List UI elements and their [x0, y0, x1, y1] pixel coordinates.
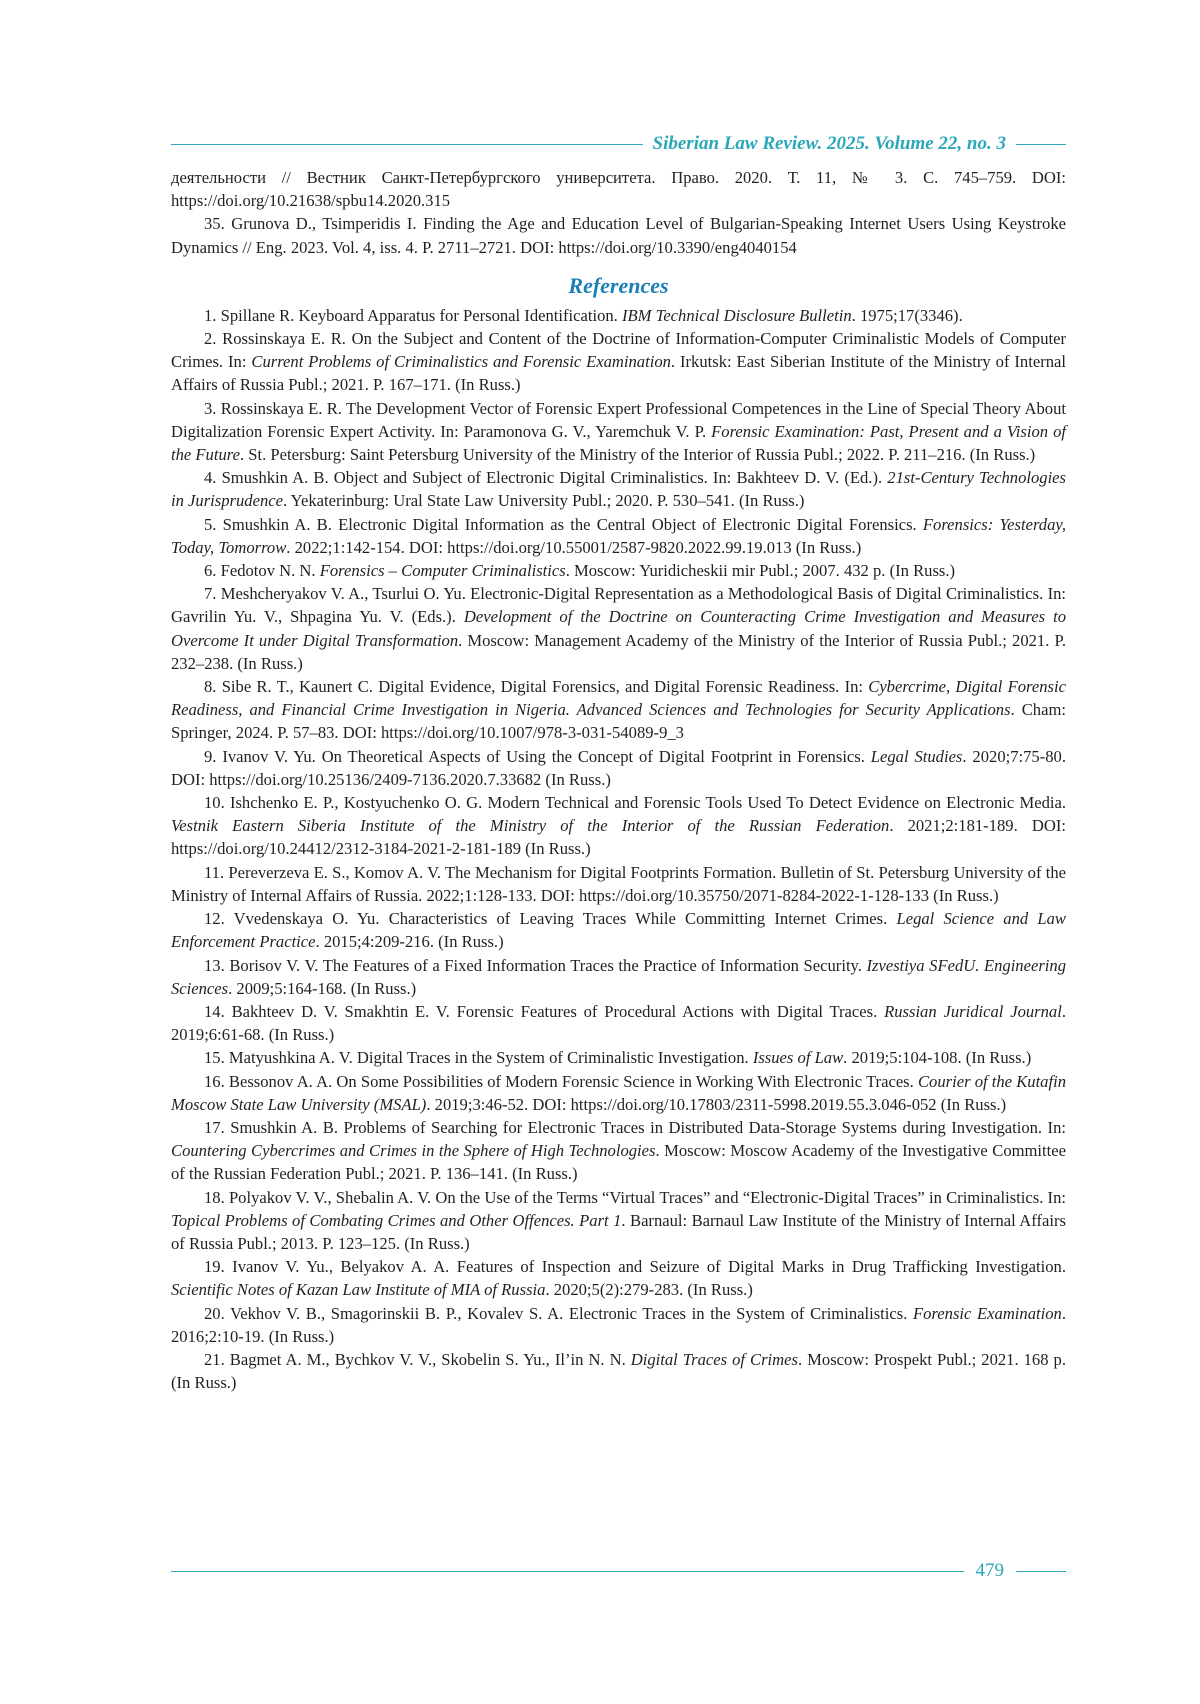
reference-item-35: 35. Grunova D., Tsimperidis I. Finding the Age and Education Level of Bulgarian-Speaking Internet Users Using Keystroke Dynamics // Eng. 2023. Vol. 4, iss. 4. P. 2711–2721. DOI: https://doi.org/10.3390/eng4040154 — [171, 212, 1066, 258]
reference-item — [171, 1116, 1066, 1186]
reference-item — [171, 513, 1066, 559]
reference-text-part: . 1975;17(3346). — [852, 306, 963, 325]
reference-text-part: . Irkutsk: East Siberian Institute of the Ministry of Internal Affairs of Russia Publ.; 2021. P. 167–171. (In Russ.) — [171, 352, 1066, 394]
reference-source-title: Forensics: Yesterday, Today, Tomorrow — [171, 515, 1066, 557]
reference-text-part: 6. Fedotov N. N. — [204, 561, 320, 580]
reference-text-part: . St. Petersburg: Saint Petersburg University of the Ministry of the Interior of Russia Publ.; 2022. P. 211–216. (In Russ.) — [240, 445, 1035, 464]
reference-item — [171, 1000, 1066, 1046]
reference-source-title: IBM Technical Disclosure Bulletin — [622, 306, 852, 325]
reference-text-part: 9. Ivanov V. Yu. On Theoretical Aspects of Using the Concept of Digital Footprint in Forensics. — [204, 747, 871, 766]
reference-item — [171, 954, 1066, 1000]
reference-text-part: . 2021;2:181-189. DOI: https://doi.org/10.24412/2312-3184-2021-2-181-189 (In Russ.) — [171, 816, 1066, 858]
header-rule-left — [171, 144, 643, 145]
reference-item — [171, 907, 1066, 953]
reference-source-title: Topical Problems of Combating Crimes and Other Offences. Part 1 — [171, 1211, 621, 1230]
reference-text-part: 20. Vekhov V. B., Smagorinskii B. P., Kovalev S. A. Electronic Traces in the System of Criminalistics. — [204, 1304, 913, 1323]
reference-text-part: . Barnaul: Barnaul Law Institute of the Ministry of Internal Affairs of Russia Publ.; 2013. P. 123–125. (In Russ.) — [171, 1211, 1066, 1253]
reference-text-part: . 2019;6:61-68. (In Russ.) — [171, 1002, 1066, 1044]
reference-text-part: . Moscow: Moscow Academy of the Investigative Committee of the Russian Federation Publ.; 2021. P. 136–141. (In Russ.) — [171, 1141, 1066, 1183]
reference-source-title: Legal Studies — [871, 747, 963, 766]
reference-source-title: Forensics – Computer Criminalistics — [320, 561, 566, 580]
reference-source-title: Russian Juridical Journal — [884, 1002, 1062, 1021]
reference-item — [171, 582, 1066, 675]
reference-text-part: 5. Smushkin A. B. Electronic Digital Information as the Central Object of Electronic Digital Forensics. — [204, 515, 923, 534]
reference-source-title: Forensic Examination: Past, Present and a Vision of the Future — [171, 422, 1066, 464]
reference-text-part: 12. Vvedenskaya O. Yu. Characteristics of Leaving Traces While Committing Internet Crimes. — [204, 909, 896, 928]
reference-text-part: 2. Rossinskaya E. R. On the Subject and Content of the Doctrine of Information-Computer Criminalistic Models of Computer Crimes. In: — [171, 329, 1066, 371]
reference-text-part: 14. Bakhteev D. V. Smakhtin E. V. Forensic Features of Procedural Actions with Digital Traces. — [204, 1002, 884, 1021]
reference-text-part: 16. Bessonov A. A. On Some Possibilities of Modern Forensic Science in Working With Electronic Traces. — [204, 1072, 918, 1091]
reference-text-part: 21. Bagmet A. M., Bychkov V. V., Skobelin S. Yu., Il’in N. N. — [204, 1350, 631, 1369]
reference-text-part: 15. Matyushkina A. V. Digital Traces in the System of Criminalistic Investigation. — [204, 1048, 753, 1067]
reference-text-part: . 2015;4:209-216. (In Russ.) — [316, 932, 504, 951]
reference-item — [171, 559, 1066, 582]
header-rule-right — [1016, 144, 1066, 145]
reference-source-title: Cybercrime, Digital Forensic Readiness, and Financial Crime Investigation in Nigeria. Advanced Sciences and Technologies for Security Applications — [171, 677, 1066, 719]
reference-item — [171, 304, 1066, 327]
reference-text-part: . Yekaterinburg: Ural State Law University Publ.; 2020. P. 530–541. (In Russ.) — [283, 491, 804, 510]
reference-text-part: 1. Spillane R. Keyboard Apparatus for Personal Identification. — [204, 306, 622, 325]
reference-text-part: . 2019;5:104-108. (In Russ.) — [843, 1048, 1031, 1067]
reference-text-part: . 2019;3:46-52. DOI: https://doi.org/10.17803/2311-5998.2019.55.3.046-052 (In Russ.) — [426, 1095, 1006, 1114]
reference-text-part: 18. Polyakov V. V., Shebalin A. V. On the Use of the Terms “Virtual Traces” and “Electronic-Digital Traces” in Criminalistics. In: — [204, 1188, 1066, 1207]
references-list — [171, 304, 1066, 1395]
reference-item — [171, 675, 1066, 745]
reference-text-part: . 2022;1:142-154. DOI: https://doi.org/10.55001/2587-9820.2022.99.19.013 (In Russ.) — [286, 538, 861, 557]
reference-source-title: Courier of the Kutafin Moscow State Law University (MSAL) — [171, 1072, 1066, 1114]
reference-item — [171, 327, 1066, 397]
reference-item — [171, 1186, 1066, 1256]
reference-item — [171, 1348, 1066, 1394]
reference-text-part: 17. Smushkin A. B. Problems of Searching for Electronic Traces in Distributed Data-Storage Systems during Investigation. In: — [204, 1118, 1066, 1137]
reference-text-part: . 2020;5(2):279-283. (In Russ.) — [545, 1280, 752, 1299]
page-footer — [171, 1556, 1066, 1586]
reference-text-part: . 2009;5:164-168. (In Russ.) — [228, 979, 416, 998]
reference-text-part: 4. Smushkin A. B. Object and Subject of Electronic Digital Criminalistics. In: Bakhteev D. V. (Ed.). — [204, 468, 887, 487]
reference-item — [171, 397, 1066, 467]
reference-text-part: 10. Ishchenko E. P., Kostyuchenko O. G. Modern Technical and Forensic Tools Used To Detect Evidence on Electronic Media. — [204, 793, 1066, 812]
continued-reference-text: деятельности // Вестник Санкт-Петербургского университета. Право. 2020. Т. 11, № 3. С. 745–759. DOI: https://doi.org/10.21638/spbu14.2020.315 — [171, 166, 1066, 212]
reference-text-part: . Moscow: Management Academy of the Ministry of the Interior of Russia Publ.; 2021. P. 232–238. (In Russ.) — [171, 631, 1066, 673]
reference-source-title: Digital Traces of Crimes — [631, 1350, 798, 1369]
footer-rule-left — [171, 1571, 964, 1572]
journal-title: Siberian Law Review. 2025. Volume 22, no. 3 — [653, 133, 1006, 155]
page-number: 479 — [976, 1560, 1005, 1582]
running-header — [171, 128, 1066, 160]
reference-source-title: Development of the Doctrine on Counteracting Crime Investigation and Measures to Overcome It under Digital Transformation — [171, 607, 1066, 649]
reference-text-part: 13. Borisov V. V. The Features of a Fixed Information Traces the Practice of Information Security. — [204, 956, 867, 975]
reference-text-part: . Moscow: Yuridicheskii mir Publ.; 2007. 432 p. (In Russ.) — [566, 561, 955, 580]
reference-item — [171, 861, 1066, 907]
reference-text-part: . Moscow: Prospekt Publ.; 2021. 168 p. (In Russ.) — [171, 1350, 1066, 1392]
reference-item — [171, 745, 1066, 791]
reference-item — [171, 466, 1066, 512]
reference-item — [171, 1302, 1066, 1348]
reference-source-title: Scientific Notes of Kazan Law Institute of MIA of Russia — [171, 1280, 545, 1299]
reference-source-title: Legal Science and Law Enforcement Practice — [171, 909, 1066, 951]
reference-text-part: 7. Meshcheryakov V. A., Tsurlui O. Yu. Electronic-Digital Representation as a Methodological Basis of Digital Criminalistics. In: Gavrilin Yu. V., Shpagina Yu. V. (Eds.). — [171, 584, 1066, 626]
reference-text-part: . Cham: Springer, 2024. P. 57–83. DOI: https://doi.org/10.1007/978-3-031-54089-9_3 — [171, 700, 1066, 742]
reference-source-title: 21st-Century Technologies in Jurisprudence — [171, 468, 1066, 510]
reference-text-part: . 2016;2:10-19. (In Russ.) — [171, 1304, 1066, 1346]
reference-item — [171, 1046, 1066, 1069]
footer-rule-right — [1016, 1571, 1066, 1572]
reference-text-part: . 2020;7:75-80. DOI: https://doi.org/10.25136/2409-7136.2020.7.33682 (In Russ.) — [171, 747, 1066, 789]
reference-source-title: Current Problems of Criminalistics and Forensic Examination — [251, 352, 671, 371]
reference-source-title: Forensic Examination — [913, 1304, 1062, 1323]
reference-text-part: 3. Rossinskaya E. R. The Development Vector of Forensic Expert Professional Competences in the Line of Special Theory About Digitalization Forensic Expert Activity. In: Paramonova G. V., Yaremchuk V. P. — [171, 399, 1066, 441]
reference-source-title: Issues of Law — [753, 1048, 843, 1067]
reference-source-title: Vestnik Eastern Siberia Institute of the Ministry of the Interior of the Russian Federation — [171, 816, 889, 835]
reference-text-part: 8. Sibe R. T., Kaunert C. Digital Evidence, Digital Forensics, and Digital Forensic Readiness. In: — [204, 677, 868, 696]
reference-text-part: 11. Pereverzeva E. S., Komov A. V. The Mechanism for Digital Footprints Formation. Bulletin of St. Petersburg University of the Ministry of Internal Affairs of Russia. 2022;1:128-133. DOI: https://doi.org/10.35750/2071-8284-2022-1-128-133 (In Russ.) — [171, 863, 1066, 905]
reference-item — [171, 1255, 1066, 1301]
reference-source-title: Countering Cybercrimes and Crimes in the Sphere of High Technologies — [171, 1141, 655, 1160]
reference-item — [171, 791, 1066, 861]
page-content — [171, 166, 1066, 1394]
reference-source-title: Izvestiya SFedU. Engineering Sciences — [171, 956, 1066, 998]
reference-item — [171, 1070, 1066, 1116]
references-heading: References — [171, 273, 1066, 299]
reference-text-part: 19. Ivanov V. Yu., Belyakov A. A. Features of Inspection and Seizure of Digital Marks in Drug Trafficking Investigation. — [204, 1257, 1066, 1276]
